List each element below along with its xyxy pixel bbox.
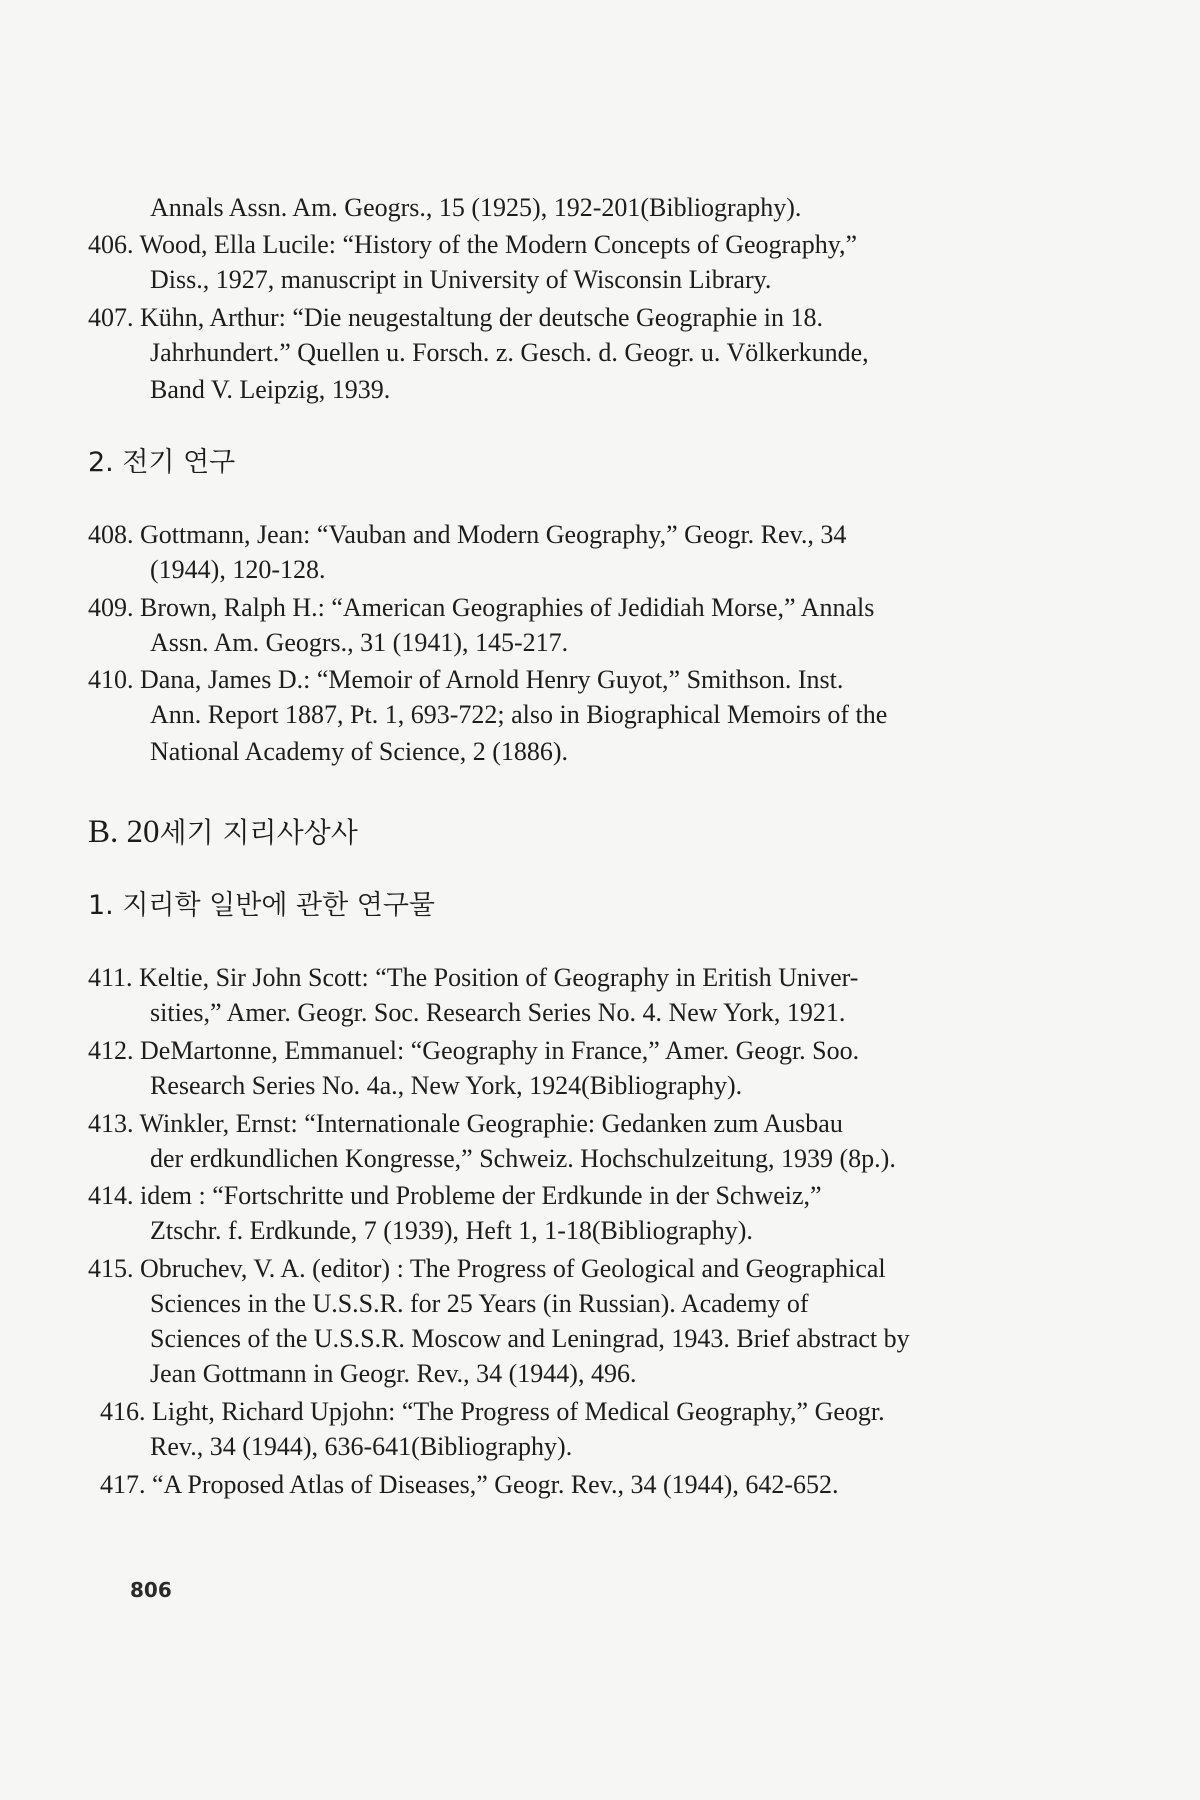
entry-414-line-2: Ztschr. f. Erdkunde, 7 (1939), Heft 1, 1-18(Bibliography). [150, 1216, 753, 1245]
entry-415-line-2: Sciences in the U.S.S.R. for 25 Years (in Russian). Academy of [150, 1289, 809, 1318]
entry-410-line-2: Ann. Report 1887, Pt. 1, 693-722; also in Biographical Memoirs of the [150, 700, 888, 729]
entry-410-line-3: National Academy of Science, 2 (1886). [150, 737, 569, 766]
entry-411-line-2: sities,” Amer. Geogr. Soc. Research Series No. 4. New York, 1921. [150, 998, 846, 1027]
entry-411-line-1: 411. Keltie, Sir John Scott: “The Position of Geography in Eritish Univer- [88, 963, 859, 992]
entry-412-line-2: Research Series No. 4a., New York, 1924(Bibliography). [150, 1071, 743, 1100]
entry-417-line-1: 417. “A Proposed Atlas of Diseases,” Geogr. Rev., 34 (1944), 642-652. [100, 1470, 839, 1499]
section-heading-B-korean: 세기 지리사상사 [159, 816, 358, 849]
entry-407-line-2: Jahrhundert.” Quellen u. Forsch. z. Gesch. d. Geogr. u. Völkerkunde, [150, 338, 869, 367]
entry-406-line-2: Diss., 1927, manuscript in University of Wisconsin Library. [150, 265, 772, 294]
entry-407-line-3: Band V. Leipzig, 1939. [150, 375, 391, 404]
entry-415-line-3: Sciences of the U.S.S.R. Moscow and Leningrad, 1943. Brief abstract by [150, 1324, 910, 1353]
entry-408-line-2: (1944), 120-128. [150, 555, 326, 584]
entry-412-line-1: 412. DeMartonne, Emmanuel: “Geography in France,” Amer. Geogr. Soo. [88, 1036, 860, 1065]
entry-409-line-1: 409. Brown, Ralph H.: “American Geographies of Jedidiah Morse,” Annals [88, 593, 875, 622]
entry-409-line-2: Assn. Am. Geogrs., 31 (1941), 145-217. [150, 628, 569, 657]
entry-415-line-1: 415. Obruchev, V. A. (editor) : The Progress of Geological and Geographical [88, 1254, 886, 1283]
page-number: 806 [130, 1578, 172, 1602]
entry-406-line-1: 406. Wood, Ella Lucile: “History of the Modern Concepts of Geography,” [88, 230, 858, 259]
entry-408-line-1: 408. Gottmann, Jean: “Vauban and Modern Geography,” Geogr. Rev., 34 [88, 520, 847, 549]
section-heading-B-prefix: B. 20 [88, 814, 160, 850]
entry-413-line-1: 413. Winkler, Ernst: “Internationale Geographie: Gedanken zum Ausbau [88, 1109, 843, 1138]
section-heading-2: 2. 전기 연구 [88, 447, 236, 478]
entry-416-line-1: 416. Light, Richard Upjohn: “The Progress of Medical Geography,” Geogr. [100, 1397, 885, 1426]
section-heading-B [88, 812, 358, 853]
entry-415-line-4: Jean Gottmann in Geogr. Rev., 34 (1944), 496. [150, 1359, 637, 1388]
entry-413-line-2: der erdkundlichen Kongresse,” Schweiz. Hochschulzeitung, 1939 (8p.). [150, 1144, 896, 1173]
entry-405-continuation: Annals Assn. Am. Geogrs., 15 (1925), 192-201(Bibliography). [150, 193, 802, 222]
entry-407-line-1: 407. Kühn, Arthur: “Die neugestaltung der deutsche Geographie in 18. [88, 303, 824, 332]
section-heading-1: 1. 지리학 일반에 관한 연구물 [88, 890, 435, 921]
entry-414-line-1: 414. idem : “Fortschritte und Probleme der Erdkunde in der Schweiz,” [88, 1181, 822, 1210]
entry-416-line-2: Rev., 34 (1944), 636-641(Bibliography). [150, 1432, 573, 1461]
entry-410-line-1: 410. Dana, James D.: “Memoir of Arnold Henry Guyot,” Smithson. Inst. [88, 665, 844, 694]
